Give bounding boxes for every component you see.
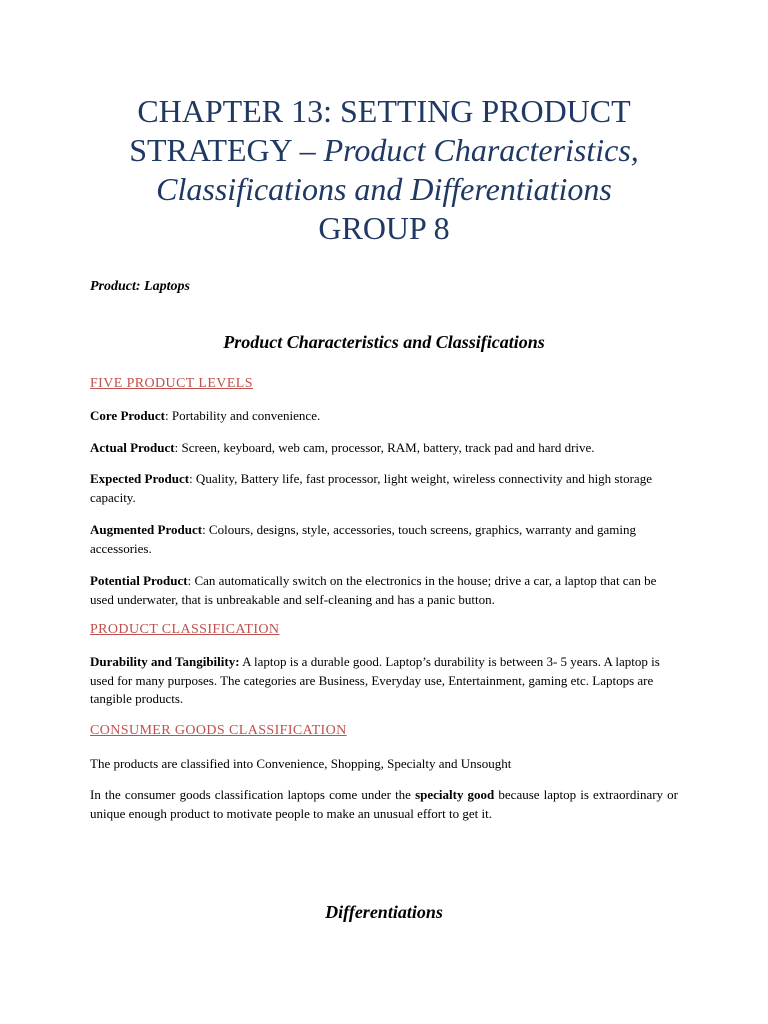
section-heading-differentiations: Differentiations bbox=[325, 902, 443, 922]
paragraph-consumer-types: The products are classified into Convenience, Shopping, Specialty and Unsought bbox=[90, 756, 512, 771]
product-line: Product: Laptops bbox=[90, 279, 190, 294]
expected-product-text: : Quality, Battery life, fast processor, light weight, wireless connectivity and high storage capacity. bbox=[90, 471, 652, 505]
core-product-text: : Portability and convenience. bbox=[164, 408, 321, 423]
subheading-five-product-levels: FIVE PRODUCT LEVELS bbox=[90, 376, 253, 391]
potential-product-text: : Can automatically switch on the electronics in the house; drive a car, a laptop that can be used underwater, that is unbreakable and self-cleaning and has a panic button. bbox=[90, 573, 657, 607]
title-line-2-plain: STRATEGY – bbox=[129, 132, 324, 168]
title-line-2-italic: Product Characteristics, bbox=[323, 132, 639, 168]
title-line-3: Classifications and Differentiations bbox=[156, 171, 612, 207]
paragraph-expected-product bbox=[90, 470, 678, 507]
paragraph-durability bbox=[90, 653, 678, 709]
subheading-product-classification: PRODUCT CLASSIFICATION bbox=[90, 622, 280, 637]
specialty-good-term: specialty good bbox=[415, 787, 495, 802]
paragraph-potential-product bbox=[90, 572, 678, 609]
specialty-text-after: because laptop is extraordinary or unique enough product to motivate people to make an unusual effort to get it. bbox=[90, 787, 678, 821]
specialty-text-before: In the consumer goods classification laptops come under the bbox=[90, 787, 416, 802]
paragraph-specialty-good bbox=[90, 786, 678, 823]
expected-product-label: Expected Product bbox=[90, 471, 190, 486]
chapter-title bbox=[90, 92, 678, 248]
title-line-1: CHAPTER 13: SETTING PRODUCT bbox=[137, 93, 631, 129]
actual-product-text: : Screen, keyboard, web cam, processor, RAM, battery, track pad and hard drive. bbox=[174, 440, 595, 455]
title-line-2 bbox=[90, 131, 678, 170]
core-product-label: Core Product bbox=[90, 408, 165, 423]
durability-text: A laptop is a durable good. Laptop’s durability is between 3- 5 years. A laptop is used for many purposes. The categories are Business, Everyday use, Entertainment, gaming etc. Laptops are tangible products. bbox=[90, 654, 660, 706]
paragraph-core-product bbox=[90, 407, 678, 426]
paragraph-actual-product bbox=[90, 439, 678, 458]
paragraph-augmented-product bbox=[90, 521, 678, 558]
augmented-product-text: : Colours, designs, style, accessories, touch screens, graphics, warranty and gaming accessories. bbox=[90, 522, 637, 556]
potential-product-label: Potential Product bbox=[90, 573, 188, 588]
actual-product-label: Actual Product bbox=[90, 440, 175, 455]
title-line-4: GROUP 8 bbox=[318, 210, 450, 246]
subheading-consumer-goods-classification: CONSUMER GOODS CLASSIFICATION bbox=[90, 723, 347, 738]
augmented-product-label: Augmented Product bbox=[90, 522, 203, 537]
durability-label: Durability and Tangibility: bbox=[90, 654, 240, 669]
section-heading-characteristics: Product Characteristics and Classifications bbox=[223, 332, 545, 352]
